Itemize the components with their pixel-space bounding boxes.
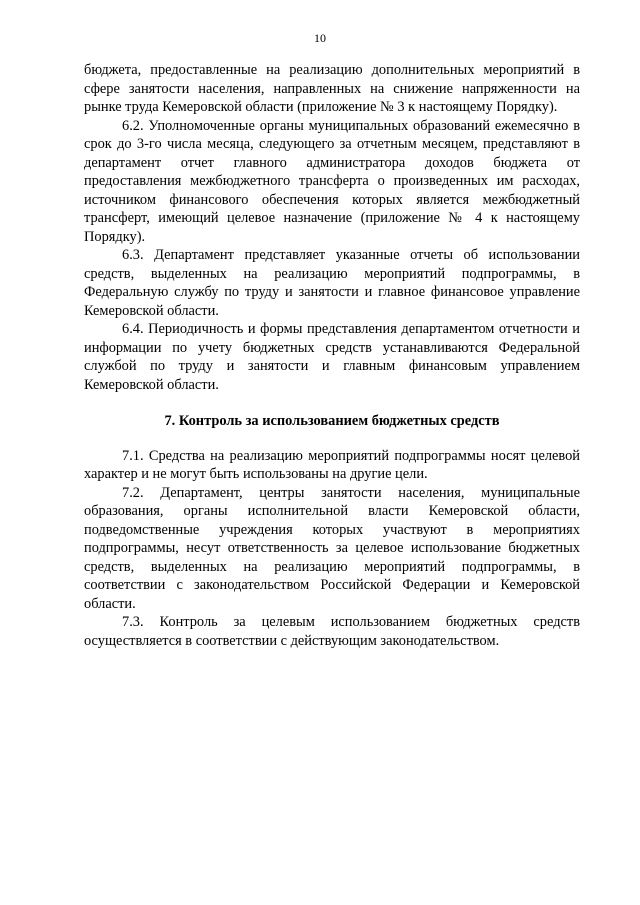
paragraph-budget-continuation: бюджета, предоставленные на реализацию дополнительных мероприятий в сфере занятости населения, направленных на снижение напряженности на рынке труда Кемеровской области (приложение № 3 к настоящему Порядку). — [84, 62, 580, 115]
paragraph-6-3: 6.3. Департамент представляет указанные отчеты об использовании средств, выделенных на реализацию мероприятий подпрограммы, в Федеральную службу по труду и занятости и главное финансовое управление Кемеровской области. — [84, 247, 580, 319]
page-number: 10 — [314, 31, 326, 45]
paragraph-6-2: 6.2. Уполномоченные органы муниципальных образований ежемесячно в срок до 3-го числа месяца, следующего за отчетным месяцем, представляют в департамент отчет главного администратора доходов бюджета от предоставления межбюджетного трансферта о произведенных им расходах, источником финансового обеспечения которых является межбюджетный трансферт, имеющий целевое назначение (приложение № 4 к настоящему Порядку). — [84, 117, 580, 245]
paragraphs-after-section — [84, 447, 580, 651]
paragraph-7-1: 7.1. Средства на реализацию мероприятий подпрограммы носят целевой характер и не могут быть использованы на другие цели. — [84, 447, 580, 482]
paragraph-7-2: 7.2. Департамент, центры занятости населения, муниципальные образования, органы исполнительной власти Кемеровской области, подведомственные учреждения которых участвуют в мероприятиях подпрограммы, несут ответственность за целевое использование бюджетных средств, выделенных на реализацию мероприятий подпрограммы, в соответствии с законодательством Российской Федерации и Кемеровской области. — [84, 484, 580, 612]
paragraphs-before-section — [84, 61, 580, 394]
paragraph-6-4: 6.4. Периодичность и формы представления департаментом отчетности и информации по учету бюджетных средств устанавливаются Федеральной службой по труду и занятости и главным финансовым управлением Кемеровской области. — [84, 321, 580, 393]
document-body — [84, 61, 580, 650]
paragraph-7-3: 7.3. Контроль за целевым использованием бюджетных средств осуществляется в соответствии с действующим законодательством. — [84, 614, 580, 649]
section-7-heading: 7. Контроль за использованием бюджетных средств — [164, 413, 500, 429]
